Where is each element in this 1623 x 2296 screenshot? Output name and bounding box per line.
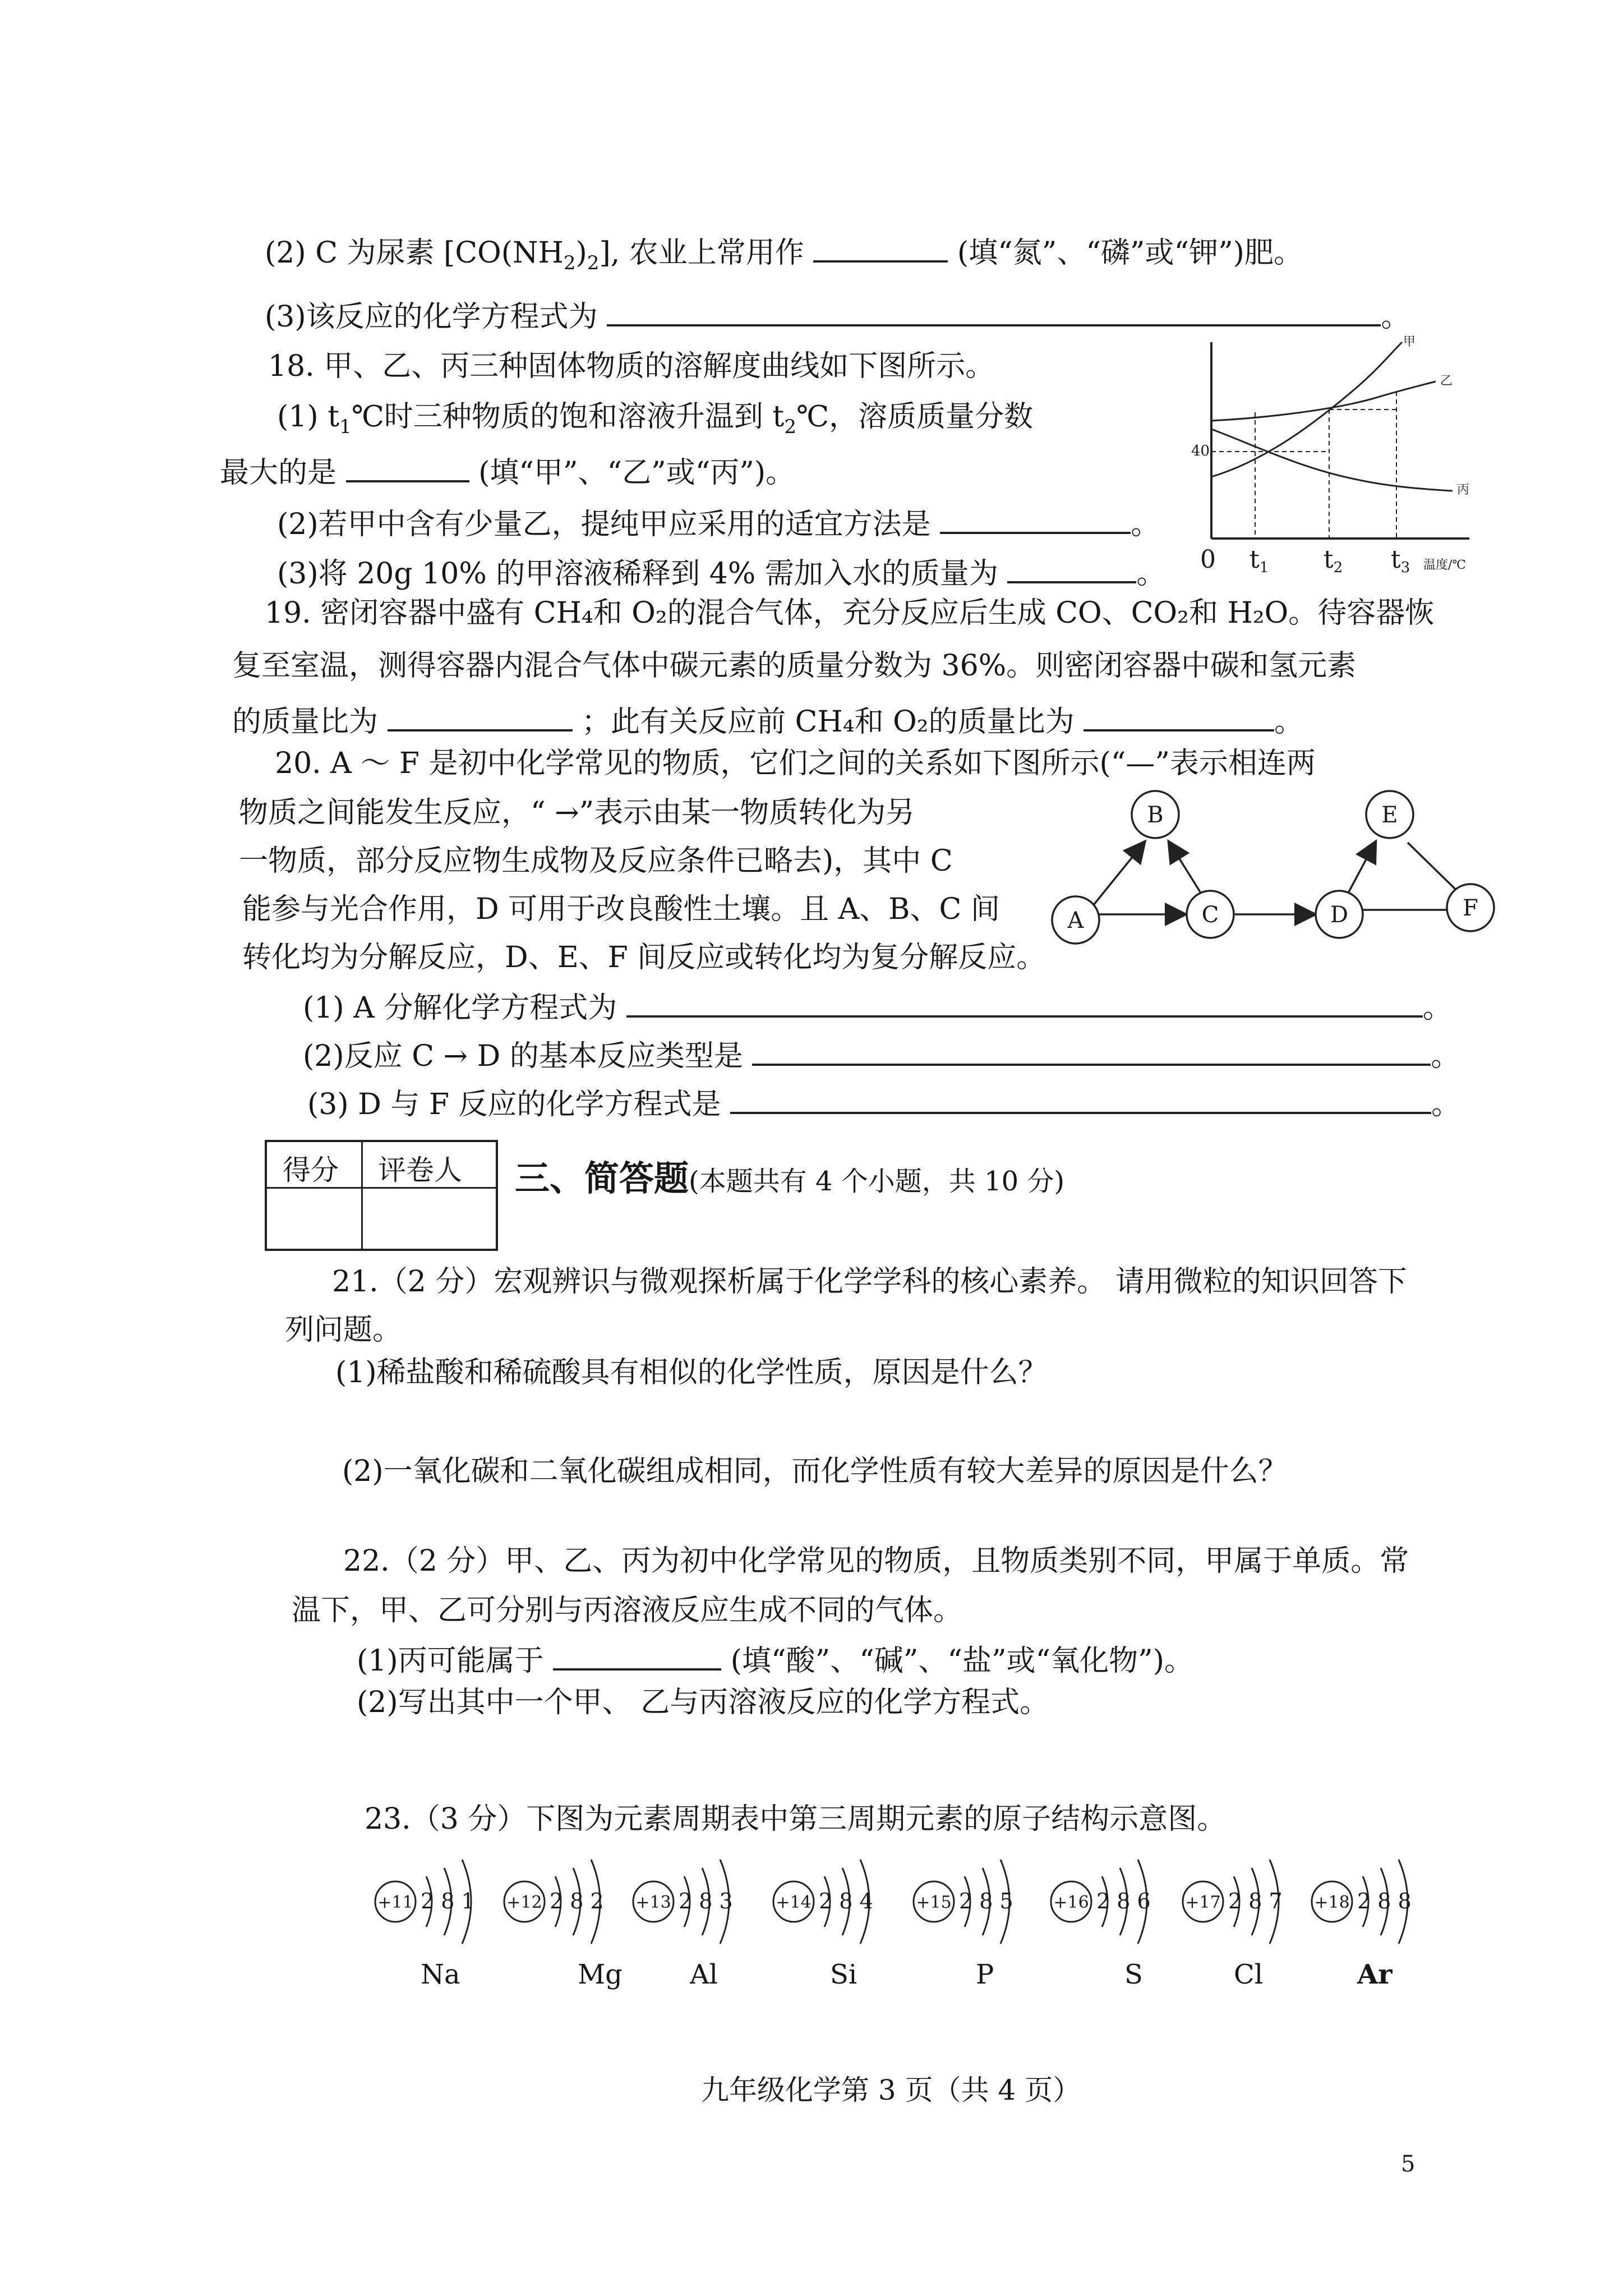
svg-text:2 8 6: 2 8 6: [1096, 1889, 1151, 1913]
svg-text:2 8 1: 2 8 1: [421, 1889, 475, 1913]
answer-blank-q18-2[interactable]: [940, 503, 1131, 534]
node-f-label: F: [1463, 895, 1478, 921]
graph-t3: t3: [1391, 545, 1410, 576]
grading-box-column-divider: [361, 1142, 363, 1249]
svg-text:2 8 7: 2 8 7: [1228, 1889, 1283, 1913]
atom-si-diagram: [768, 1846, 903, 1952]
curve-jia: [1211, 342, 1402, 477]
q20-line2: 物质之间能发生反应，“ →”表示由某一物质转化为另: [239, 796, 915, 830]
q18-part2: (2)若甲中含有少量乙，提纯甲应采用的适宜方法是 。: [277, 503, 1160, 542]
answer-blank-q20-3[interactable]: [730, 1083, 1431, 1114]
svg-text:+14: +14: [776, 1893, 811, 1912]
reviewer-cell[interactable]: [363, 1189, 495, 1248]
score-label: 得分: [283, 1154, 339, 1186]
svg-text:+11: +11: [377, 1893, 413, 1912]
graph-label-yi: 乙: [1440, 374, 1453, 388]
graph-label-jia: 甲: [1403, 335, 1416, 349]
answer-blank-q19-1[interactable]: [388, 700, 573, 731]
atom-ar-symbol: Ar: [1357, 1959, 1393, 1990]
section3-title: 三、简答题: [515, 1158, 689, 1199]
atom-s: [1046, 1846, 1181, 1990]
atom-si-symbol: Si: [830, 1959, 857, 1990]
atom-na: [370, 1846, 505, 1990]
answer-blank-q20-1[interactable]: [626, 986, 1423, 1018]
q20-line5: 转化均为分解反应，D、E、F 间反应或转化均为复分解反应。: [242, 941, 1046, 974]
answer-blank-q18-3[interactable]: [1007, 552, 1136, 583]
q20-line3: 一物质，部分反应物生成物及反应条件已略去)，其中 C: [239, 844, 953, 878]
atom-p-diagram: [909, 1846, 1043, 1952]
q21-part2: (2)一氧化碳和二氧化碳组成相同，而化学性质有较大差异的原因是什么？: [342, 1455, 1288, 1488]
q19-line1: 19. 密闭容器中盛有 CH₄和 O₂的混合气体，充分反应后生成 CO、CO₂和 H₂O。待容器恢: [265, 596, 1435, 630]
q18-part3: (3)将 20g 10% 的甲溶液稀释到 4% 需加入水的质量为 。: [277, 552, 1165, 591]
q22-part1: (1)丙可能属于 (填“酸”、“碱”、“盐”或“氧化物”)。: [357, 1639, 1193, 1678]
svg-text:2 8 8: 2 8 8: [1357, 1889, 1412, 1913]
atom-s-diagram: [1046, 1846, 1181, 1952]
line-e-f: [1408, 843, 1455, 889]
section3-header: [515, 1158, 1064, 1199]
q18-stem: 18. 甲、乙、丙三种固体物质的溶解度曲线如下图所示。: [268, 349, 995, 383]
arrow-d-to-e: [1349, 843, 1375, 892]
atom-mg-diagram: [499, 1846, 634, 1952]
q20-line1: 20. A ～ F 是初中化学常见的物质，它们之间的关系如下图所示(“—”表示相连两: [275, 747, 1316, 780]
atom-ar: [1307, 1846, 1441, 1990]
q19-line2: 复至室温，测得容器内混合气体中碳元素的质量分数为 36%。则密闭容器中碳和氢元素: [232, 649, 1357, 683]
atom-s-symbol: S: [1124, 1959, 1143, 1990]
relation-diagram: [1043, 780, 1503, 959]
atom-mg-symbol: Mg: [578, 1959, 623, 1990]
atom-p: [909, 1846, 1043, 1990]
svg-text:+17: +17: [1185, 1893, 1221, 1912]
q22-line1: 22.（2 分）甲、乙、丙为初中化学常见的物质，且物质类别不同，甲属于单质。常: [343, 1544, 1409, 1578]
atom-al: [628, 1846, 763, 1990]
atom-cl-symbol: Cl: [1234, 1959, 1264, 1990]
q20-line4: 能参与光合作用，D 可用于改良酸性土壤。且 A、B、C 间: [242, 892, 1000, 926]
q21-line1: 21.（2 分）宏观辨识与微观探析属于化学学科的核心素养。 请用微粒的知识回答下: [332, 1265, 1407, 1299]
curve-bing: [1211, 429, 1453, 491]
q21-line2: 列问题。: [285, 1313, 402, 1347]
score-cell[interactable]: [267, 1189, 360, 1248]
answer-blank-q17-2[interactable]: [813, 231, 948, 263]
graph-origin: 0: [1200, 545, 1216, 574]
answer-blank-q18-1[interactable]: [346, 451, 469, 482]
q17-part2: (2) C 为尿素 $[CO(NH_2)_2]$, 农业上常用作 (填“氮”、“磷”或“钾”)肥。: [265, 231, 1303, 270]
arrow-c-to-b: [1169, 843, 1200, 892]
q21-part1: (1)稀盐酸和稀硫酸具有相似的化学性质，原因是什么？: [335, 1356, 1048, 1389]
q17-part3: (3)该反应的化学方程式为 。: [265, 295, 1410, 334]
svg-text:+15: +15: [916, 1893, 952, 1912]
atom-p-symbol: P: [976, 1959, 994, 1990]
node-c-label: C: [1201, 902, 1219, 928]
node-e-label: E: [1381, 802, 1398, 828]
arrow-a-to-b: [1087, 843, 1144, 913]
node-b-label: B: [1147, 802, 1164, 828]
atom-diagrams-row: [0, 1846, 1623, 2036]
reviewer-label: 评卷人: [378, 1154, 462, 1186]
footer-page-label: 九年级化学第 3 页（共 4 页）: [701, 2074, 1081, 2106]
graph-label-bing: 丙: [1457, 483, 1470, 497]
svg-text:2 8 2: 2 8 2: [550, 1889, 604, 1913]
answer-blank-q17-3[interactable]: [607, 295, 1381, 326]
section3-note: (本题共有 4 个小题，共 10 分): [689, 1166, 1065, 1197]
atom-cl: [1178, 1846, 1312, 1990]
atom-cl-diagram: [1178, 1846, 1312, 1952]
q18-part1-line2: 最大的是 (填“甲”、“乙”或“丙”)。: [220, 451, 795, 490]
atom-ar-diagram: [1307, 1846, 1441, 1952]
svg-text:+18: +18: [1314, 1893, 1350, 1912]
atom-mg: [499, 1846, 634, 1990]
answer-blank-q19-2[interactable]: [1083, 700, 1274, 731]
q20-part3: (3) D 与 F 反应的化学方程式是 。: [307, 1083, 1460, 1122]
q22-part2: (2)写出其中一个甲、 乙与丙溶液反应的化学方程式。: [357, 1686, 1049, 1719]
q23-stem: 23.（3 分）下图为元素周期表中第三周期元素的原子结构示意图。: [365, 1802, 1227, 1836]
graph-t2: t2: [1324, 545, 1343, 576]
atom-si: [768, 1846, 903, 1990]
node-d-label: D: [1330, 902, 1349, 928]
q22-line2: 温下，甲、乙可分别与丙溶液反应生成不同的气体。: [292, 1594, 963, 1627]
node-a-label: A: [1067, 908, 1084, 933]
q19-line3: 的质量比为 ；此有关反应前 CH₄和 O₂的质量比为 。: [232, 700, 1303, 739]
svg-text:+12: +12: [506, 1893, 542, 1912]
atom-na-symbol: Na: [421, 1959, 460, 1990]
answer-blank-q22-1[interactable]: [553, 1639, 721, 1671]
grading-box: [265, 1140, 498, 1251]
graph-axis-label: 温度/℃: [1423, 558, 1467, 572]
graph-y-40: 40: [1191, 443, 1210, 459]
q18-part1: (1) $t_1℃$时三种物质的饱和溶液升温到 $t_2℃$，溶质质量分数: [277, 400, 1034, 438]
solubility-graph: [1189, 325, 1514, 606]
answer-blank-q20-2[interactable]: [752, 1034, 1431, 1066]
q20-part1: (1) A 分解化学方程式为 。: [303, 986, 1452, 1025]
atom-na-diagram: [370, 1846, 505, 1952]
svg-text:2 8 4: 2 8 4: [819, 1889, 873, 1913]
page-number: 5: [1401, 2151, 1415, 2177]
atom-al-diagram: [628, 1846, 763, 1952]
svg-text:2 8 3: 2 8 3: [679, 1889, 733, 1913]
svg-text:2 8 5: 2 8 5: [959, 1889, 1013, 1913]
svg-text:+13: +13: [635, 1893, 671, 1912]
svg-text:+16: +16: [1053, 1893, 1089, 1912]
atom-al-symbol: Al: [690, 1959, 718, 1990]
q20-part2: (2)反应 C → D 的基本反应类型是 。: [303, 1034, 1460, 1074]
graph-t1: t1: [1249, 545, 1269, 576]
